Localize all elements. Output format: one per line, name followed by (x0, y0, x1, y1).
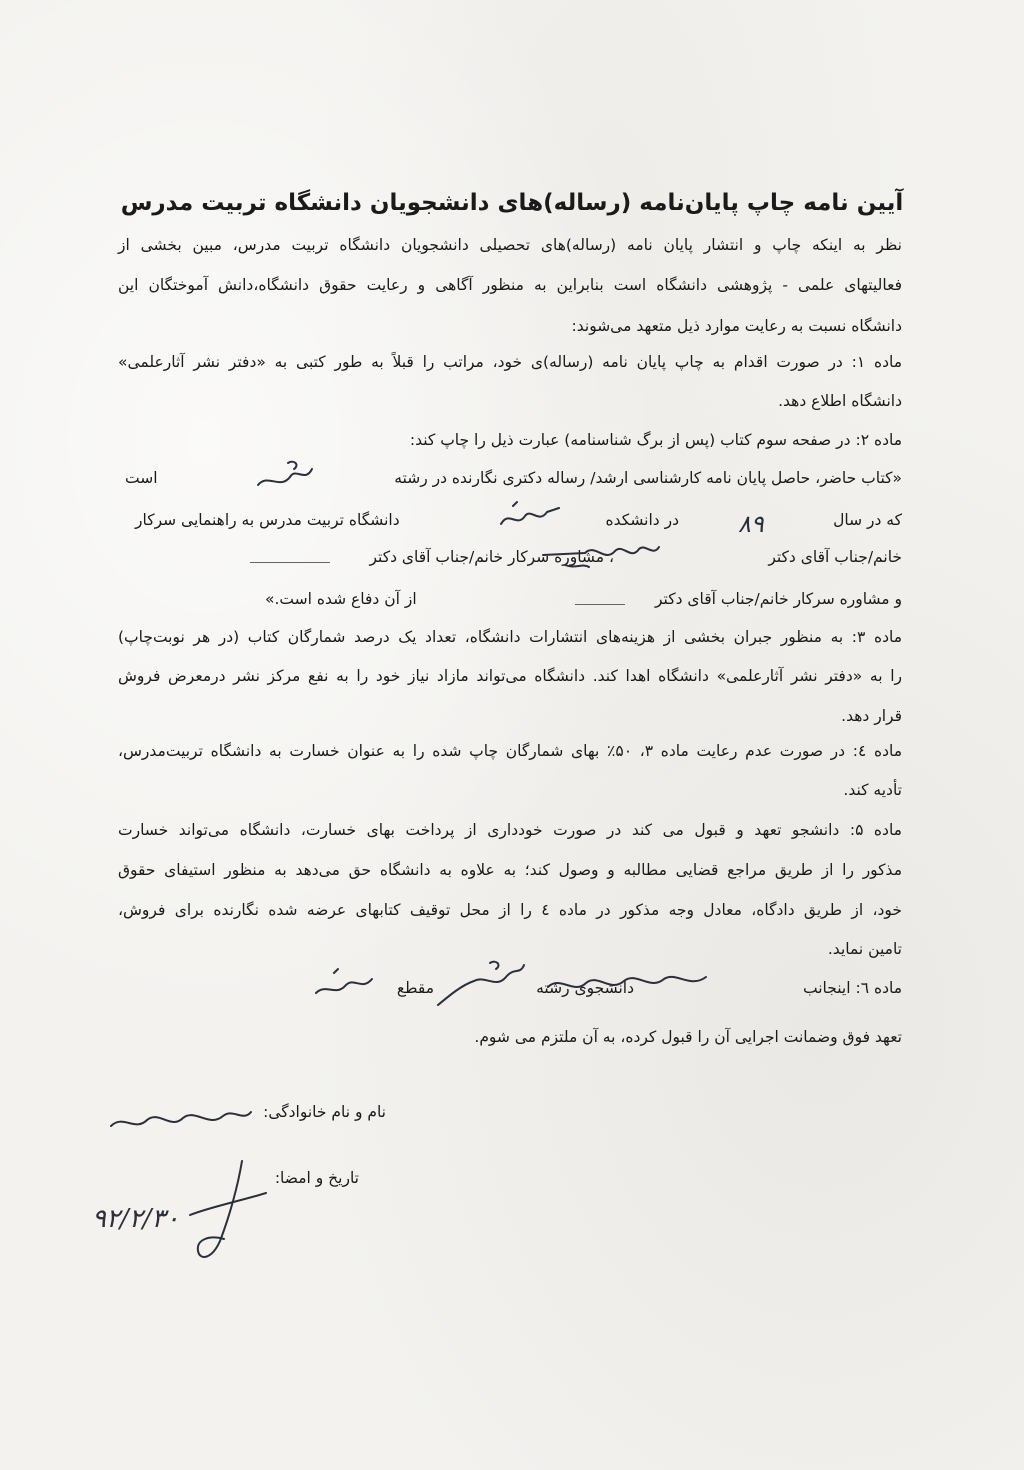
article-2-row4-start: و مشاوره سرکار خانم/جناب آقای دکتر (654, 590, 902, 608)
article-4-line-1: ماده ٤: در صورت عدم رعایت ماده ۳، ۵۰٪ بهای شمارگان چاپ شده را به عنوان خسارت به دانشگاه تربیت‌مدرس، (118, 742, 903, 760)
intro-line-1: نظر به اینکه چاپ و انتشار پایان نامه (رساله)های تحصیلی دانشجویان دانشگاه تربیت مدرس، مبین بخشی از (118, 236, 902, 254)
article-6-mid: دانشجوی رشته (536, 979, 634, 997)
article-2-row1-end: است (125, 469, 158, 487)
handwritten-student-name-scribble (540, 965, 720, 1005)
article-5-line-3: خود، از طریق دادگاه، معادل وجه مذکور در ماده ٤ را از محل توقیف کتابهای عرضه شده نگارنده برای فروش، (118, 901, 902, 919)
article-2-row4-end: از آن دفاع شده است.» (265, 590, 417, 608)
intro-line-3: دانشگاه نسبت به رعایت موارد ذیل متعهد می‌شوند: (571, 317, 902, 335)
handwritten-field-scribble (250, 455, 320, 495)
handwritten-date: ۹۲/۲/۳۰ (92, 1204, 180, 1234)
advisor-blank-line (250, 562, 330, 563)
article-2-year-label: که در سال (833, 511, 902, 529)
name-label: نام و نام خانوادگی: (263, 1103, 386, 1121)
article-3-line-3: قرار دهد. (841, 707, 902, 725)
article-6-end: مقطع (396, 979, 434, 997)
article-6-line-2: تعهد فوق وضمانت اجرایی آن را قبول کرده، به آن ملتزم می شوم. (474, 1028, 902, 1046)
article-1-line-2: دانشگاه اطلاع دهد. (778, 392, 902, 410)
article-3-line-2: را به «دفتر نشر آثارعلمی» دانشگاه اهدا کند. دانشگاه می‌تواند مازاد نیاز خود را به نفع مرکز نشر درمعرض فروش (118, 667, 902, 685)
date-signature-label: تاریخ و امضا: (274, 1169, 359, 1187)
article-5-line-4: تامین نماید. (827, 940, 902, 958)
article-2-row2-end: دانشگاه تربیت مدرس به راهنمایی سرکار (135, 511, 400, 529)
handwritten-degree-scribble (310, 965, 380, 1005)
article-2-row3-mid: ، مشاوره سرکار خانم/جناب آقای دکتر (369, 548, 614, 566)
article-4-line-2: تأدیه کند. (843, 781, 902, 799)
document-title: آیین نامه چاپ پایان‌نامه (رساله)های دانشجویان دانشگاه تربیت مدرس (120, 190, 904, 216)
article-6-start: ماده ٦: اینجانب (802, 979, 902, 997)
handwritten-faculty-scribble (495, 498, 565, 534)
intro-line-2: فعالیتهای علمی - پژوهشی دانشگاه است بنابراین به منظور آگاهی و رعایت حقوق دانشگاه،دانش آموختگان این (118, 276, 902, 294)
article-2-intro: ماده ۲: در صفحه سوم کتاب (پس از برگ شناسنامه) عبارت ذیل را چاپ کند: (409, 431, 902, 449)
article-5-line-1: ماده ۵: دانشجو تعهد و قبول می کند در صورت خودداری از پرداخت بهای خسارت، دانشگاه می‌تواند خسارت (118, 821, 902, 839)
article-2-row3-start: خانم/جناب آقای دکتر (768, 548, 902, 566)
article-2-faculty-label: در دانشکده (605, 511, 679, 529)
article-5-line-2: مذکور را از طریق مراجع قضایی مطالبه و وصول کند؛ به علاوه به دانشگاه حق می‌دهد به منظور استیفای حقوق (118, 861, 902, 879)
handwritten-name-scribble (105, 1100, 255, 1140)
handwritten-major-scribble (430, 955, 530, 1015)
second-advisor-blank-line (575, 604, 625, 605)
handwritten-supervisor-scribble (535, 535, 665, 575)
article-3-line-1: ماده ۳: به منظور جبران بخشی از هزینه‌های انتشارات دانشگاه، تعداد یک درصد شمارگان کتاب (در هر نوبت‌چاپ) (118, 628, 902, 646)
article-1-line-1: ماده ۱: در صورت اقدام به چاپ پایان نامه (رساله)ی خود، مراتب را قبلاً به طور کتبی به «دفتر نشر آثارعلمی» (118, 353, 902, 371)
handwritten-year: ۸۹ (738, 510, 764, 538)
signature-mark (180, 1155, 270, 1270)
article-2-row1-start: «کتاب حاضر، حاصل پایان نامه کارشناسی ارشد/ رساله دکتری نگارنده در رشته (394, 469, 902, 487)
